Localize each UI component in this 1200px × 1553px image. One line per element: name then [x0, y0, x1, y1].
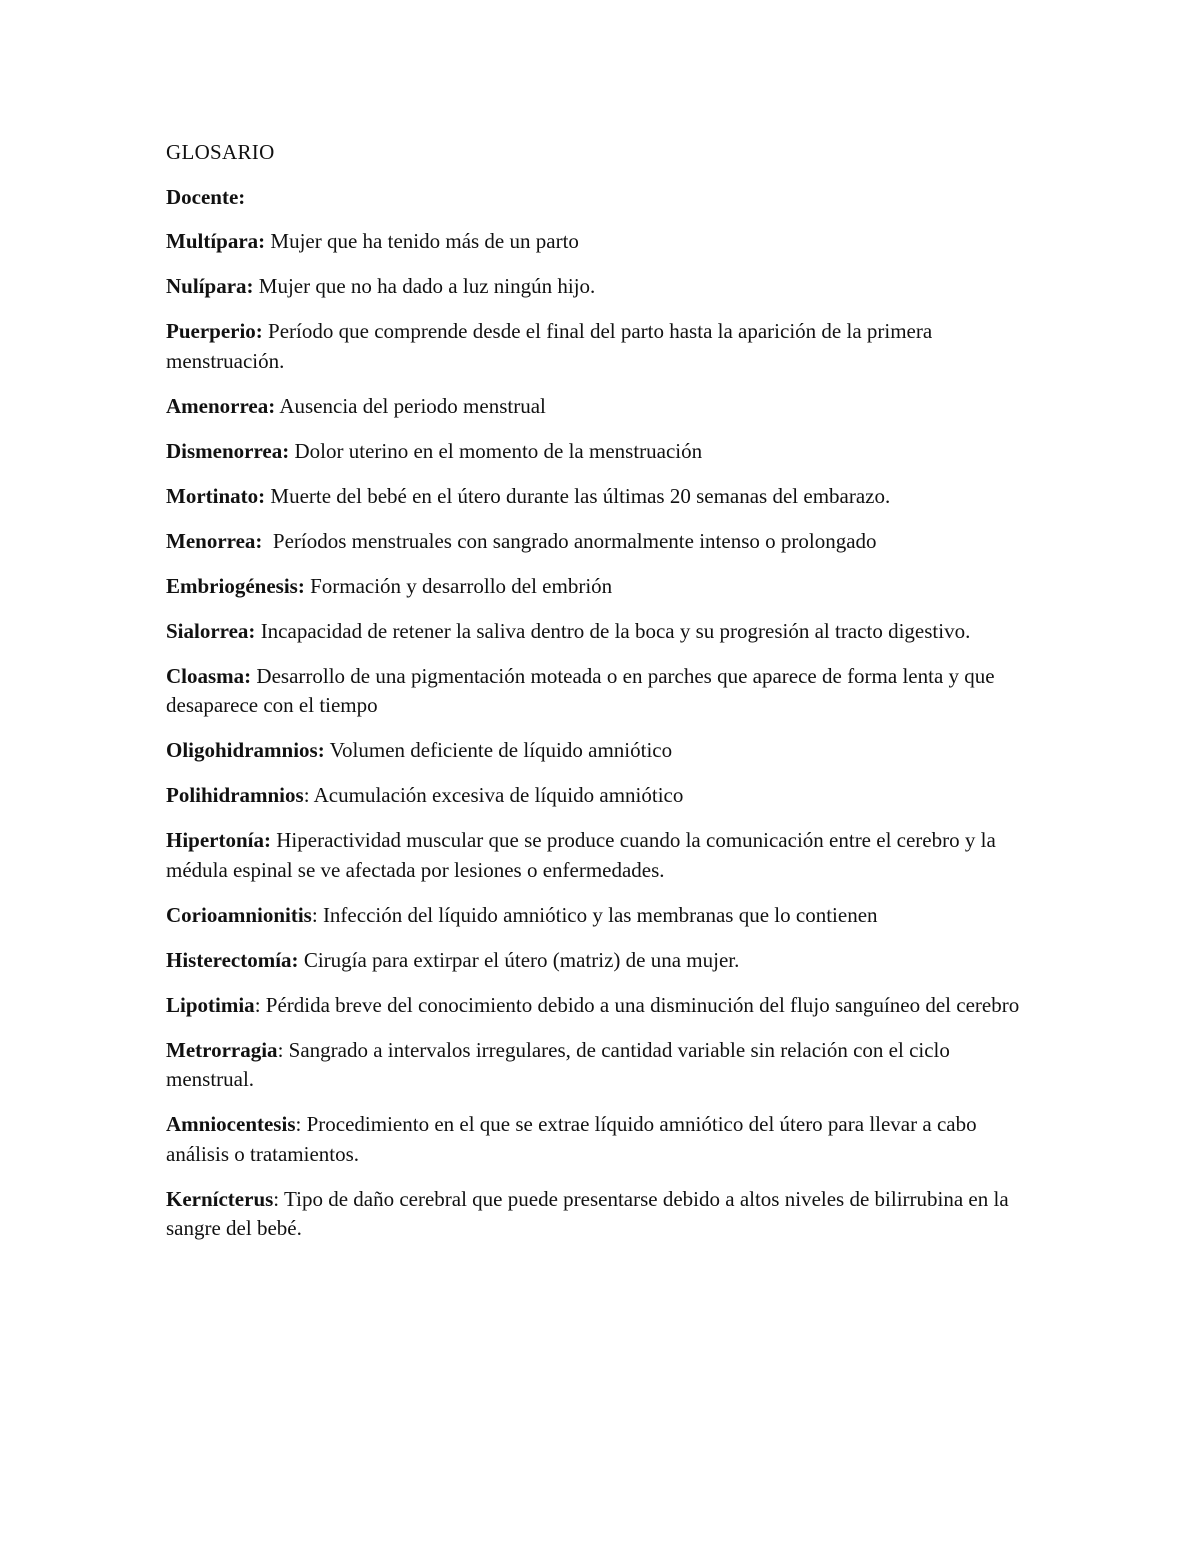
glossary-term: Amenorrea: [166, 393, 276, 418]
glossary-term: Amniocentesis [166, 1112, 296, 1136]
glossary-term: Polihidramnios [166, 783, 304, 807]
glossary-definition: Desarrollo de una pigmentación moteada o en parches que aparece de forma lenta y que desaparece con el tiempo [166, 663, 995, 717]
glossary-entry [166, 437, 1038, 467]
glossary-term: Oligohidramnios: [166, 738, 325, 762]
glossary-term: Corioamnionitis [166, 902, 312, 927]
glossary-definition: Incapacidad de retener la saliva dentro de la boca y su progresión al tracto digestivo. [260, 618, 971, 643]
glossary-list [166, 227, 1038, 1244]
glossary-term: Lipotimia [166, 992, 255, 1017]
glossary-term: Sialorrea: [166, 618, 256, 643]
glossary-entry [166, 482, 1038, 512]
glossary-entry [166, 826, 1038, 885]
glossary-entry [166, 901, 1038, 931]
glossary-term: Kernícterus [166, 1186, 274, 1211]
glossary-entry [166, 781, 1038, 811]
glossary-term: Metrorragia [166, 1037, 278, 1062]
page-title: GLOSARIO [166, 140, 275, 164]
glossary-definition: Dolor uterino en el momento de la menstruación [294, 438, 703, 463]
glossary-entry [166, 227, 1038, 257]
glossary-definition: Volumen deficiente de líquido amniótico [329, 738, 673, 762]
glossary-entry [166, 1110, 1038, 1169]
glossary-entry [166, 572, 1038, 602]
glossary-definition: Muerte del bebé en el útero durante las últimas 20 semanas del embarazo. [270, 483, 891, 508]
glossary-entry [166, 1036, 1038, 1095]
glossary-term: Embriogénesis: [166, 573, 305, 598]
glossary-entry [166, 617, 1038, 647]
glossary-term: Histerectomía: [166, 947, 299, 972]
glossary-term: Nulípara: [166, 274, 254, 298]
glossary-definition: Procedimiento en el que se extrae líquido amniótico del útero para llevar a cabo análisis o tratamientos. [166, 1112, 977, 1166]
glossary-definition: Períodos menstruales con sangrado anormalmente intenso o prolongado [272, 528, 877, 553]
glossary-definition: Formación y desarrollo del embrión [310, 573, 613, 598]
glossary-separator: : [295, 1112, 307, 1136]
glossary-term: Cloasma: [166, 663, 252, 688]
glossary-entry [166, 317, 1038, 376]
glossary-entry [166, 736, 1038, 766]
glossary-entry [166, 991, 1038, 1021]
glossary-separator: : [273, 1186, 285, 1211]
glossary-definition: Mujer que ha tenido más de un parto [270, 229, 579, 253]
glossary-entry [166, 662, 1038, 721]
glossary-separator: : [311, 902, 323, 927]
glossary-definition: Ausencia del periodo menstrual [279, 393, 546, 418]
glossary-separator: : [254, 992, 266, 1017]
glossary-entry [166, 392, 1038, 422]
glossary-term: Dismenorrea: [166, 438, 290, 463]
teacher-label: Docente: [166, 184, 246, 209]
glossary-term: Puerperio: [166, 319, 263, 343]
glossary-definition: Hiperactividad muscular que se produce cuando la comunicación entre el cerebro y la médula espinal se ve afectada por lesiones o enfermedades. [166, 828, 996, 882]
glossary-entry [166, 272, 1038, 302]
glossary-definition: Sangrado a intervalos irregulares, de cantidad variable sin relación con el ciclo menstrual. [166, 1037, 950, 1091]
glossary-definition: Pérdida breve del conocimiento debido a una disminución del flujo sanguíneo del cerebro [265, 992, 1020, 1017]
glossary-definition: Acumulación excesiva de líquido amniótico [313, 783, 684, 807]
glossary-entry [166, 1185, 1038, 1244]
glossary-definition: Mujer que no ha dado a luz ningún hijo. [258, 274, 596, 298]
glossary-definition: Infección del líquido amniótico y las membranas que lo contienen [322, 902, 878, 927]
glossary-separator [262, 529, 273, 553]
glossary-separator: : [277, 1037, 289, 1062]
glossary-entry [166, 946, 1038, 976]
glossary-term: Mortinato: [166, 483, 266, 508]
glossary-definition: Cirugía para extirpar el útero (matriz) de una mujer. [303, 947, 740, 972]
glossary-entry [166, 527, 1038, 557]
document-content [166, 138, 1038, 1259]
glossary-definition: Período que comprende desde el final del parto hasta la aparición de la primera menstruación. [166, 319, 933, 373]
glossary-term: Hipertonía: [166, 828, 271, 852]
glossary-term: Multípara: [166, 229, 266, 253]
glossary-definition: Tipo de daño cerebral que puede presentarse debido a altos niveles de bilirrubina en la sangre del bebé. [166, 1186, 1009, 1240]
glossary-separator: : [303, 783, 314, 807]
glossary-term: Menorrea: [166, 528, 263, 553]
